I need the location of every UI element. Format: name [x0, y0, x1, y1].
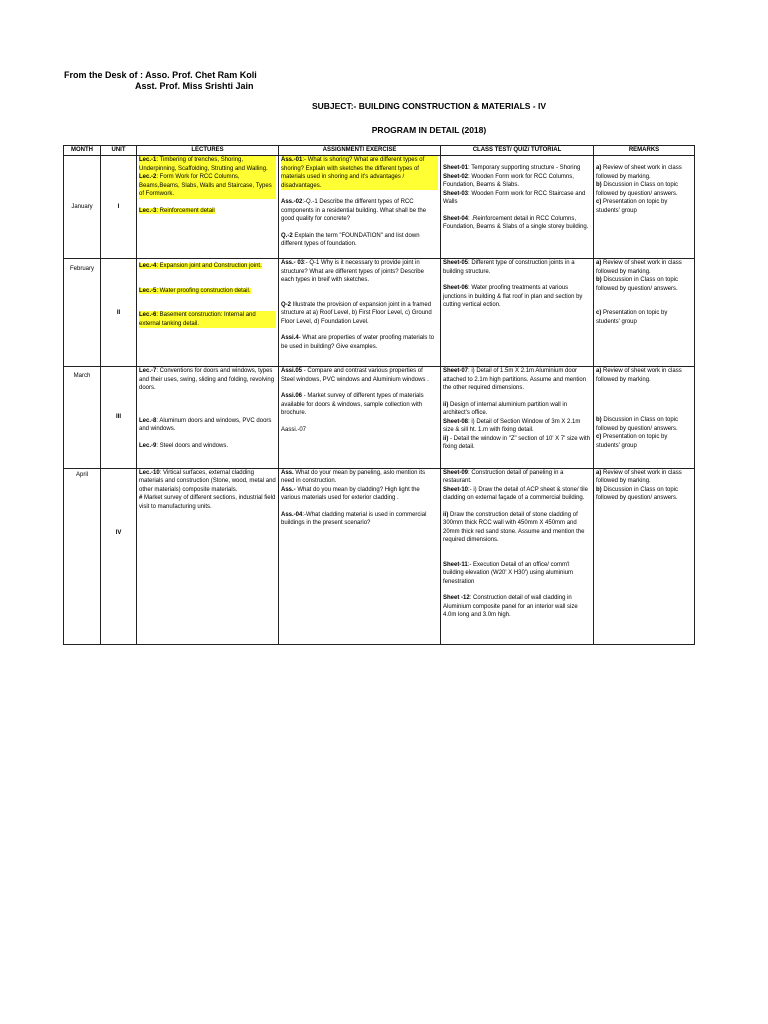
- assignment-cell: [279, 468, 441, 644]
- lecture-entry: Lec.-4: Expansion joint and Construction joint.: [139, 263, 262, 270]
- assignment-entry: Assi.06 - Market survey of different types of materials available for doors & windows, sample collection with brochure.: [281, 393, 424, 417]
- assignment-entry: Ass.-04:-What cladding material is used in commercial buildings in the present scenario?: [281, 511, 427, 527]
- test-entry: Sheet-04: .Reinforcement detail in RCC Columns, Foundation, Beams & Slabs of a single storey building.: [443, 215, 589, 230]
- test-entry: Sheet-05: Different type of construction joints in a building structure.: [443, 260, 575, 275]
- header-month: MONTH: [64, 146, 101, 156]
- test-entry: Sheet-03: Wooden Form work for RCC Staircase and Walls: [443, 190, 586, 205]
- remark-entry: a) Review of sheet work in class followed by marking.: [596, 260, 682, 275]
- assignment-entry: Ass.- What do you mean by cladding? High light the various materials used for exterior cladding .: [281, 486, 420, 502]
- remarks-cell: [594, 367, 695, 468]
- test-entry: ii) Draw the construction detail of stone cladding of 300mm thick RCC wall with 450mm X 450mm and 20mm thick red sand stone. Assume and mention the required dimensions.: [443, 511, 585, 544]
- test-entry: Sheet-07: i) Detail of 1.5m X 2.1m Aluminium door attached to 2.1m high partitions. Assume and mention the other required dimensions.: [443, 368, 587, 392]
- assignment-cell: [279, 156, 441, 259]
- lecture-entry: Lec.-9: Steel doors and windows.: [139, 442, 229, 449]
- lecture-entry: Lec.-5: Water proofing construction detail.: [139, 287, 251, 294]
- author-line-2: Asst. Prof. Miss Srishti Jain: [135, 81, 254, 91]
- header-remarks: REMARKS: [594, 146, 695, 156]
- class-test-cell: [441, 367, 594, 468]
- test-entry: Sheet-08: i) Detail of Section Window of 3m X 2.1m size & sill ht. 1.m with fixing detail.: [443, 418, 581, 434]
- month-cell: January: [64, 156, 101, 259]
- test-entry: Sheet-11:- Execution Detail of an office/ comm'l building elevation (W20' X H30') using aluminium fenestration: [443, 561, 574, 585]
- remark-entry: b) Discussion in Class on topic followed by question/ answers.: [596, 182, 679, 197]
- lecture-entry: Lec.-8: Aluminum doors and windows, PVC doors and windows.: [139, 417, 272, 433]
- header-class-test: CLASS TEST/ QUIZ/ TUTORIAL: [441, 146, 594, 156]
- lectures-cell: [137, 468, 279, 644]
- lectures-cell: [137, 367, 279, 468]
- assignment-entry: Ass.- 03:- Q-1 Why is it necessary to provide joint in structure? What are different types of joints? Describe each types in breif with sketches.: [281, 260, 424, 284]
- test-entry: ii) - Detail the window in "Z" section of 10' X 7' size with fixing detail.: [443, 435, 590, 451]
- class-test-cell: [441, 156, 594, 259]
- remark-entry: b) Discussion in Class on topic followed by question/ answers.: [596, 277, 679, 292]
- assignment-entry: Ass.-01:- What is shoring? What are different types of shoring? Explain with sketches the different types of materials used in shoring and it's advantages / disadvantages.: [281, 156, 438, 190]
- remark-entry: c) Presentation on topic by students' group: [596, 199, 668, 214]
- test-entry: Sheet-10:- i) Draw the detail of ACP sheet & stone/ tile cladding on external façade of a commercial building.: [443, 486, 588, 502]
- test-entry: Sheet-06: Water proofing treatments at various junctions in building & flat roof in plan and section by cutting vertical ection.: [443, 285, 583, 309]
- remark-entry: c) Presentation on topic by students' group: [596, 310, 668, 325]
- lecture-entry: Lec.-6: Basement construction: Internal and external tanking detail.: [139, 311, 276, 328]
- lecture-entry: # Market survey of different sections, industrial field visit to manufacturing units.: [139, 495, 276, 510]
- assignment-cell: [279, 367, 441, 468]
- month-cell: April: [64, 468, 101, 644]
- month-cell: March: [64, 367, 101, 468]
- program-title: PROGRAM IN DETAIL (2018): [371, 125, 487, 135]
- unit-cell: III: [101, 367, 137, 468]
- unit-cell: II: [101, 259, 137, 367]
- lecture-entry: Lec.-3: Reinforcement detail: [139, 207, 215, 214]
- header-assignment: ASSIGNMENT/ EXERCISE: [279, 146, 441, 156]
- month-cell: February: [64, 259, 101, 367]
- test-entry: Sheet-09: Construction detail of paneling in a restaurant.: [443, 469, 564, 485]
- assignment-entry: Ass.-02:-Q.-1 Describe the different types of RCC components in a residential building. What shall be the good quality for concrete?: [281, 199, 427, 222]
- table-header-row: [64, 146, 695, 156]
- remarks-cell: [594, 156, 695, 259]
- unit-cell: IV: [101, 468, 137, 644]
- author-block: [64, 70, 257, 92]
- table-row: [64, 468, 695, 644]
- assignment-entry: Ass. What do your mean by paneling, aslo mention its need in construction.: [281, 469, 426, 485]
- lecture-entry: Lec.-10: Virtical surfaces, external cladding materials and construction (Stone, wood, metal and other materials) composite materials.: [139, 469, 276, 493]
- assignment-entry: Aassi.-07: [281, 426, 307, 433]
- class-test-cell: [441, 468, 594, 644]
- subject-title: SUBJECT:- BUILDING CONSTRUCTION & MATERIALS - IV: [311, 101, 547, 111]
- lectures-cell: [137, 156, 279, 259]
- lecture-entry: Lec.-7: Conventions for doors and windows, types and their uses, swing, sliding and folding, revolving doors.: [139, 368, 275, 392]
- remark-entry: a) Review of sheet work in class followed by marking.: [596, 469, 682, 485]
- header-lectures: LECTURES: [137, 146, 279, 156]
- test-entry: Sheet -12: Construction detail of wall cladding in Aluminium composite panel for an interior wall size 4.0m long and 3.0m high.: [443, 595, 578, 619]
- lecture-entry: Lec.-1: Timbering of trenches, Shoring, Underpinning, Scaffolding, Strutting and Walling.: [139, 156, 276, 173]
- test-entry: ii) Design of internal aluminium partition wall in architect's office.: [443, 401, 568, 417]
- program-table: [63, 145, 695, 645]
- author-line-1: From the Desk of : Asso. Prof. Chet Ram Koli: [64, 70, 257, 80]
- remark-entry: a) Review of sheet work in class followed by marking.: [596, 368, 682, 383]
- assignment-entry: Q-2 Illustrate the provision of expansion joint in a framed structure at a) Roof Level, b) First Floor Level, c) Ground Floor Level, d) Foundation Level.: [281, 301, 432, 325]
- test-entry: Sheet-01: Temporary supporting structure - Shoring: [443, 165, 581, 171]
- lecture-entry: Lec.-2: Form Work for RCC Columns, Beams,Beams, Slabs, Walls and Staircase, Types of Formwork.: [139, 173, 276, 199]
- class-test-cell: [441, 259, 594, 367]
- assignment-entry: Assi.4- What are properties of water proofing materials to be used in building? Give examples.: [281, 335, 435, 350]
- unit-cell: I: [101, 156, 137, 259]
- assignment-cell: [279, 259, 441, 367]
- remark-entry: c) Presentation on topic by students' group: [596, 434, 668, 449]
- assignment-entry: Q.-2 Explain the term "FOUNDATION" and list down different types of foundation.: [281, 232, 420, 247]
- table-row: [64, 367, 695, 468]
- table-row: [64, 259, 695, 367]
- table-row: [64, 156, 695, 259]
- remark-entry: b) Discussion in Class on topic followed by question/ answers.: [596, 486, 679, 502]
- remarks-cell: [594, 468, 695, 644]
- lectures-cell: [137, 259, 279, 367]
- remarks-cell: [594, 259, 695, 367]
- remark-entry: b) Discussion in Class on topic followed by question/ answers.: [596, 417, 679, 432]
- header-unit: UNIT: [101, 146, 137, 156]
- assignment-entry: Assi.05 - Compare and contrast various properties of Steel windows, PVC windows and Aluminium windows .: [281, 368, 429, 383]
- test-entry: Sheet-02: Wooden Form work for RCC Columns, Foundation, Beams & Slabs.: [443, 173, 574, 188]
- remark-entry: a) Review of sheet work in class followed by marking.: [596, 165, 682, 180]
